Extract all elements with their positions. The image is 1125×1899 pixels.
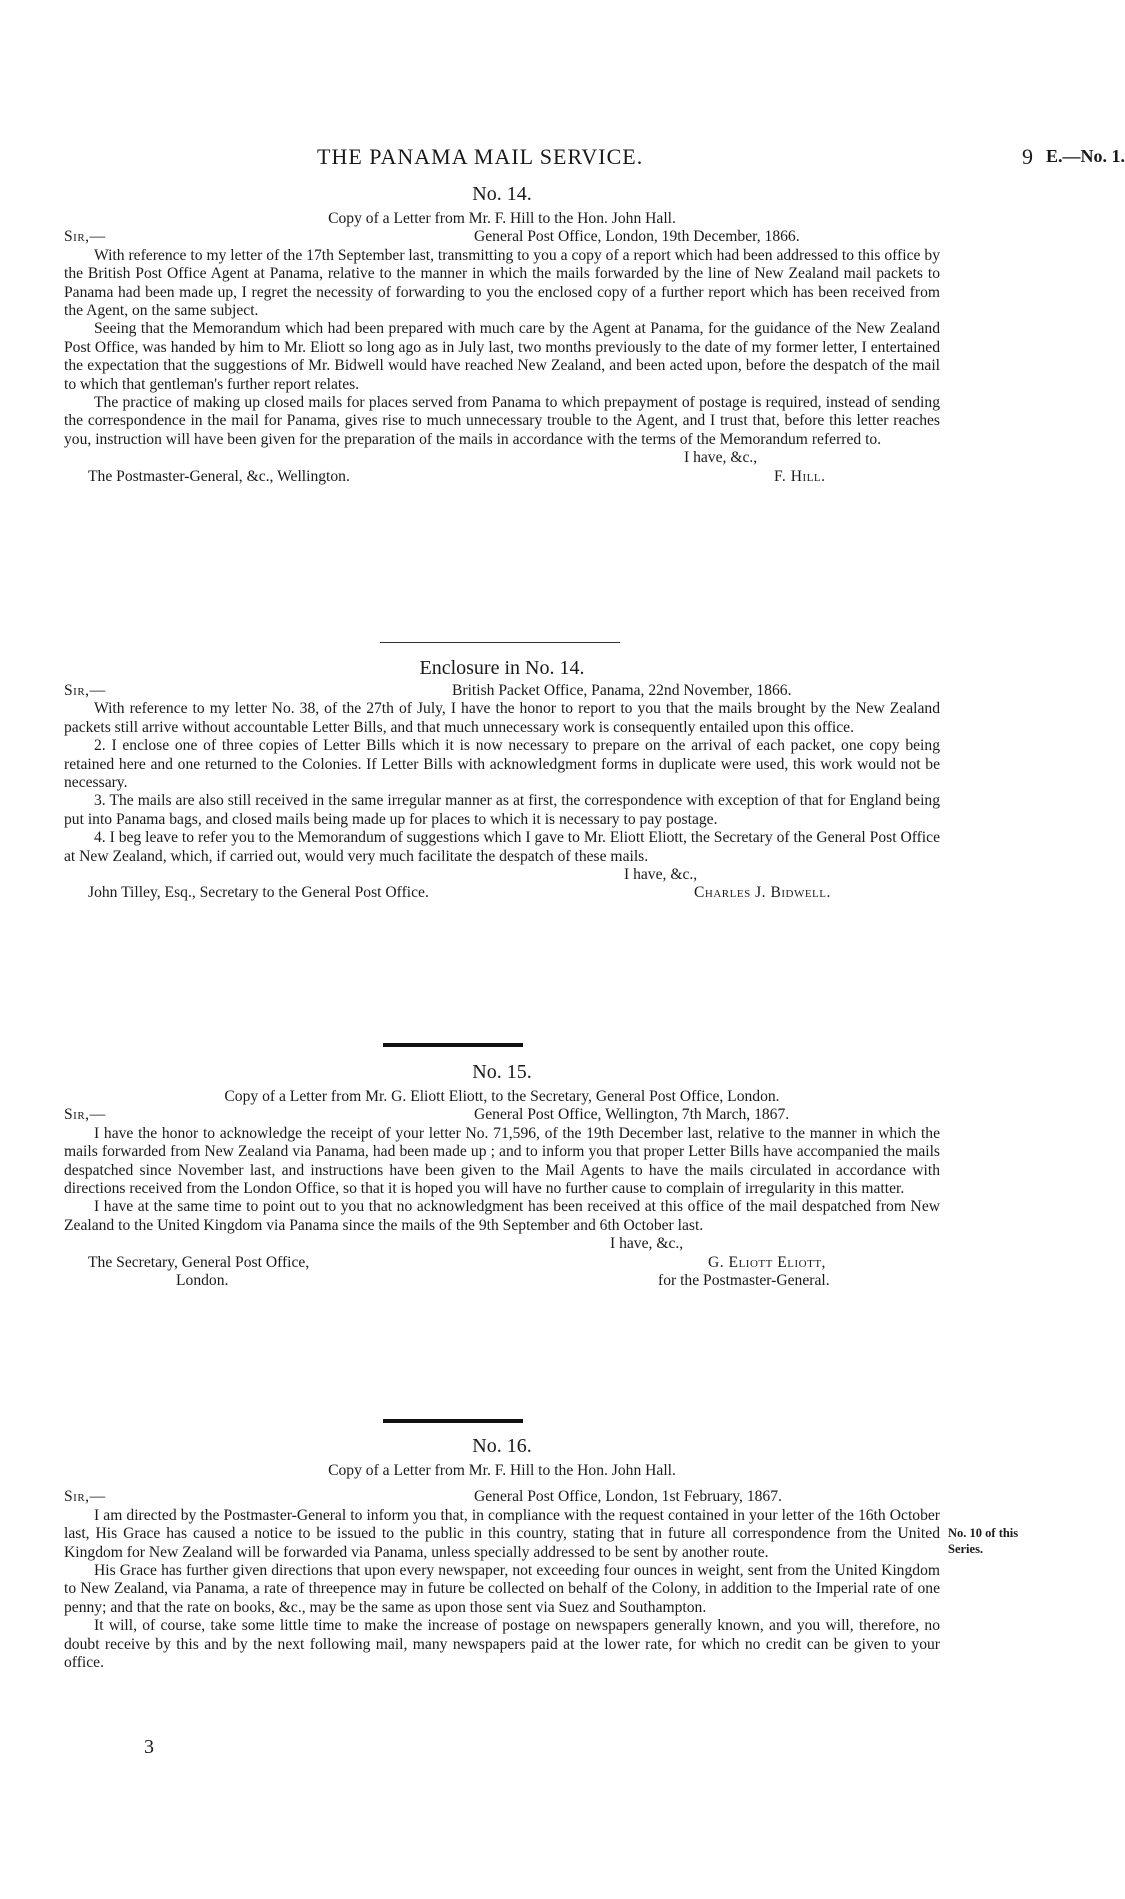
section-subheading: Copy of a Letter from Mr. G. Eliott Eliott, to the Secretary, General Post Office, London.	[224, 1088, 780, 1105]
closing-row	[64, 449, 940, 467]
section-subheading: Copy of a Letter from Mr. F. Hill to the Hon. John Hall.	[328, 1462, 676, 1479]
running-title: THE PANAMA MAIL SERVICE.	[317, 144, 644, 169]
signature-row	[64, 1254, 940, 1272]
signatory: F. Hill.	[774, 467, 826, 485]
salutation: Sir,—	[64, 1106, 106, 1124]
section-divider	[380, 642, 620, 643]
place-date: General Post Office, London, 19th December, 1866.	[474, 228, 800, 246]
margin-note-line: Series.	[948, 1542, 984, 1556]
signature-row	[64, 468, 940, 486]
section-divider	[383, 1419, 523, 1423]
closing: I have, &c.,	[684, 449, 758, 467]
place-date: General Post Office, Wellington, 7th March, 1867.	[474, 1106, 790, 1124]
signature-row	[64, 1272, 940, 1290]
margin-note	[948, 1525, 1018, 1557]
salutation-row	[64, 1488, 940, 1506]
place-date: British Packet Office, Panama, 22nd November, 1866.	[452, 682, 792, 699]
signature-row	[64, 884, 940, 902]
paragraph: 2. I enclose one of three copies of Letter Bills which it is now necessary to prepare on the arrival of each packet, one copy being retained here and one returned to the Colonies. If Letter Bills with acknowledgment forms in duplicate were used, this work would not be necessary.	[64, 737, 940, 792]
closing: I have, &c.,	[624, 866, 698, 884]
enclosure-no-14	[64, 656, 940, 903]
letter-no-15	[64, 1060, 940, 1290]
closing-row	[64, 866, 940, 884]
signatory: G. Eliott Eliott,	[708, 1253, 826, 1271]
salutation-row	[64, 682, 940, 700]
salutation-row	[64, 228, 940, 246]
place-date: General Post Office, London, 1st February, 1867.	[474, 1488, 782, 1506]
salutation: Sir,—	[64, 228, 106, 246]
section-heading: No. 16.	[472, 1435, 532, 1457]
paragraph: The practice of making up closed mails for places served from Panama to which prepayment of postage is required, instead of sending the correspondence in the mail for Panama, gives rise to much unnecessary trouble to the Agent, and I trust that, before this letter reaches you, instruction will have been given for the preparation of the mails in accordance with the terms of the Memorandum referred to.	[64, 394, 940, 448]
addressee: The Secretary, General Post Office,	[88, 1253, 310, 1271]
signatory-title: for the Postmaster-General.	[658, 1272, 830, 1290]
paragraph: I have the honor to acknowledge the receipt of your letter No. 71,596, of the 19th December last, relative to the manner in which the mails forwarded from New Zealand via Panama, had been made up ; and to inform you that proper Letter Bills have accompanied the mails despatched since November last, and instructions have been given to the Mail Agents to have the mails circulated in accordance with directions received from the London Office, so that it is hoped you will have no further cause to complain of irregularity in this matter.	[64, 1124, 940, 1198]
paragraph: 4. I beg leave to refer you to the Memorandum of suggestions which I gave to Mr. Eliott Eliott, the Secretary of the General Post Office at New Zealand, which, if carried out, would very much facilitate the despatch of these mails.	[64, 829, 940, 865]
salutation-row	[64, 1106, 940, 1124]
section-subheading: Copy of a Letter from Mr. F. Hill to the Hon. John Hall.	[328, 210, 676, 227]
letter-no-14	[64, 182, 940, 486]
addressee: John Tilley, Esq., Secretary to the General Post Office.	[88, 884, 429, 902]
section-heading: No. 14.	[472, 183, 532, 205]
section-heading: No. 15.	[472, 1061, 532, 1083]
section-divider	[383, 1043, 523, 1047]
salutation: Sir,—	[64, 1488, 106, 1506]
paragraph: With reference to my letter No. 38, of the 27th of July, I have the honor to report to you that the mails brought by the New Zealand packets still arrive without accountable Letter Bills, and that much unnecessary work is consequently entailed upon this office.	[64, 700, 940, 736]
paragraph: Seeing that the Memorandum which had been prepared with much care by the Agent at Panama, for the guidance of the New Zealand Post Office, was handed by him to Mr. Eliott so long ago as in July last, two months previously to the date of my former letter, I entertained the expectation that the suggestions of Mr. Bidwell would have reached New Zealand, and been acted upon, before the despatch of the mail to which that gentleman's further report relates.	[64, 320, 940, 393]
paragraph: With reference to my letter of the 17th September last, transmitting to you a copy of a report which had been addressed to this office by the British Post Office Agent at Panama, relative to the manner in which the mails forwarded by the line of New Zealand mail packets to Panama had been made up, I regret the necessity of forwarding to you the enclosed copy of a further report which has been received from the Agent, on the same subject.	[64, 246, 940, 320]
closing-row	[64, 1235, 940, 1253]
page-header	[64, 144, 1125, 172]
signature-mark: 3	[144, 1736, 154, 1758]
series-code: E.—No. 1.	[1046, 146, 1125, 166]
closing: I have, &c.,	[610, 1235, 684, 1253]
signatory: Charles J. Bidwell.	[694, 884, 831, 902]
addressee: The Postmaster-General, &c., Wellington.	[88, 467, 350, 485]
page-number: 9	[1022, 144, 1033, 169]
paragraph: I have at the same time to point out to you that no acknowledgment has been received at this office of the mail despatched from New Zealand to the United Kingdom via Panama since the mails of the 9th September and 6th October last.	[64, 1198, 940, 1234]
letter-no-16	[64, 1434, 940, 1672]
paragraph: It will, of course, take some little time to make the increase of postage on newspapers generally known, and you will, therefore, no doubt receive by this and by the next following mail, many newspapers paid at the lower rate, for which no credit can be given to your office.	[64, 1617, 940, 1672]
paragraph: I am directed by the Postmaster-General to inform you that, in compliance with the request contained in your letter of the 16th October last, His Grace has caused a notice to be issued to the public in this country, stating that in future all correspondence from the United Kingdom for New Zealand will be forwarded via Panama, unless specially addressed to be sent by another route.	[64, 1506, 940, 1561]
paragraph: His Grace has further given directions that upon every newspaper, not exceeding four ounces in weight, sent from the United Kingdom to New Zealand, via Panama, a rate of threepence may in future be collected on behalf of the Colony, in addition to the Imperial rate of one penny; and that the rate on books, &c., may be the same as upon those sent via Suez and Southampton.	[64, 1562, 940, 1616]
paragraph: 3. The mails are also still received in the same irregular manner as at first, the correspondence with exception of that for England being put into Panama bags, and closed mails being made up for places to which it is necessary to pay postage.	[64, 792, 940, 828]
salutation: Sir,—	[64, 682, 106, 699]
section-heading: Enclosure in No. 14.	[419, 657, 585, 679]
addressee: London.	[176, 1272, 229, 1290]
margin-note-line: No. 10 of this	[948, 1526, 1019, 1540]
